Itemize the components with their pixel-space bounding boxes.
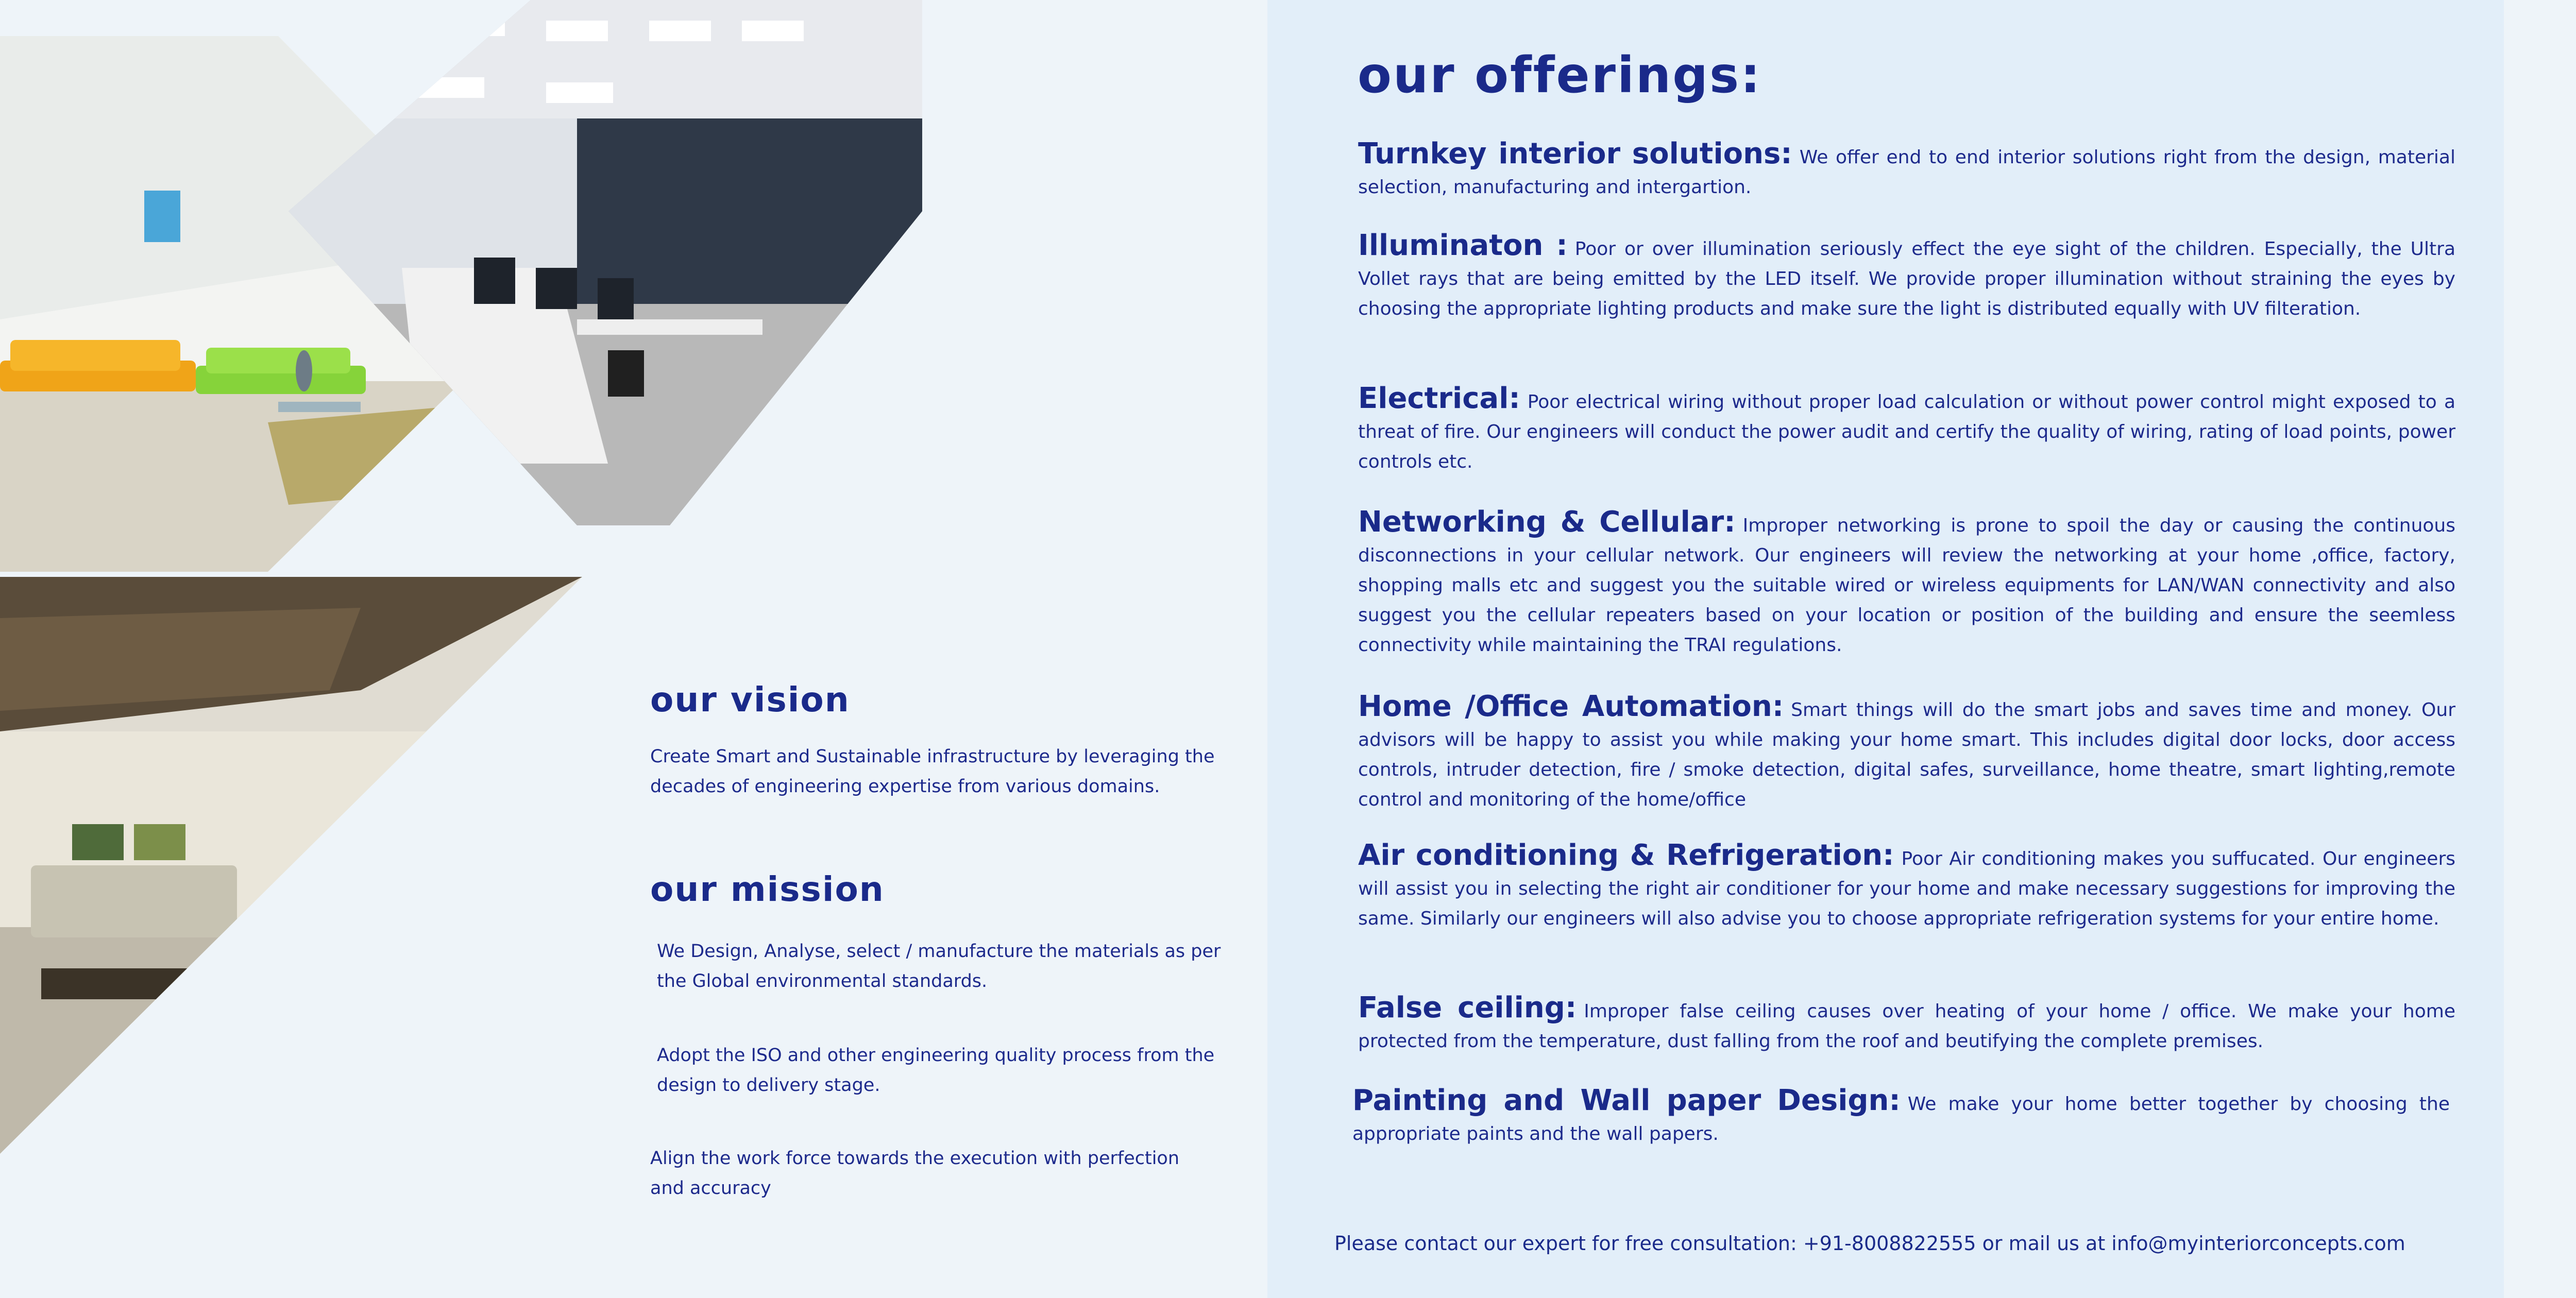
offering-item bbox=[1358, 231, 2455, 324]
offering-item bbox=[1358, 692, 2455, 815]
offering-title: Air conditioning & Refrigeration: bbox=[1358, 839, 1894, 872]
offering-title: Home /Office Automation: bbox=[1358, 690, 1784, 723]
offering-title: Networking & Cellular: bbox=[1358, 505, 1736, 539]
contact-line: Please contact our expert for free consultation: +91-8008822555 or mail us at info@myinteriorconcepts.com bbox=[1334, 1232, 2405, 1255]
mission-paragraph: Adopt the ISO and other engineering quality process from the design to delivery stage. bbox=[657, 1045, 1215, 1096]
offering-item bbox=[1358, 139, 2455, 202]
offering-text: Poor electrical wiring without proper load calculation or without power control might exposed to a threat of fire. Our engineers will conduct the power audit and certify the quality of wiring, rating of load points, power controls etc. bbox=[1358, 391, 2455, 472]
left-panel bbox=[0, 0, 1267, 1298]
offering-item bbox=[1358, 841, 2455, 934]
offerings-title: our offerings: bbox=[1358, 46, 1762, 104]
mission-paragraph: We Design, Analyse, select / manufacture the materials as per the Global environmental standards. bbox=[657, 941, 1221, 992]
offering-text: We offer end to end interior solutions right from the design, material selection, manufacturing and intergartion. bbox=[1358, 147, 2455, 198]
right-panel bbox=[2504, 0, 2576, 1298]
mission-title: our mission bbox=[650, 869, 885, 909]
offering-item bbox=[1358, 507, 2455, 660]
offering-text: Poor or over illumination seriously effect the eye sight of the children. Especially, the Ultra Vollet rays that are being emitted by the LED itself. We provide proper illumination without straining the eyes by choosing the appropriate lighting products and make sure the light is distributed equally with UV filteration. bbox=[1358, 238, 2456, 319]
offering-item bbox=[1358, 993, 2455, 1056]
offering-title: Turnkey interior solutions: bbox=[1358, 137, 1792, 170]
lounge-photo bbox=[0, 577, 587, 1159]
vision-text: Create Smart and Sustainable infrastructure by leveraging the decades of engineering expertise from various domains. bbox=[650, 746, 1215, 797]
offering-item bbox=[1358, 384, 2455, 477]
offering-text: Improper false ceiling causes over heating of your home / office. We make your home protected from the temperature, dust falling from the roof and beutifying the complete premises. bbox=[1358, 1001, 2455, 1052]
offering-title: Illuminaton : bbox=[1358, 229, 1568, 262]
office-photo bbox=[289, 0, 927, 525]
offering-item bbox=[1352, 1086, 2450, 1149]
offering-text: We make your home better together by choosing the appropriate paints and the wall papers. bbox=[1352, 1094, 2450, 1145]
vision-title: our vision bbox=[650, 680, 850, 720]
offering-title: False ceiling: bbox=[1358, 991, 1577, 1024]
offering-text: Improper networking is prone to spoil the day or causing the continuous disconnections in your cellular network. Our engineers will review the networking at your home ,office, factory, shopping malls etc and suggest you the suitable wired or wireless equipments for LAN/WAN connectivity and also suggest you the cellular repeaters based on your location or position of the building and ensure the seemless connectivity while maintaining the TRAI regulations. bbox=[1358, 515, 2455, 656]
offering-title: Electrical: bbox=[1358, 382, 1520, 415]
offering-text: Poor Air conditioning makes you suffucated. Our engineers will assist you in selecting the right air conditioner for your home and make necessary suggestions for improving the same. Similarly our engineers will also advise you to choose appropriate refrigeration systems for your entire home. bbox=[1358, 848, 2456, 929]
offering-title: Painting and Wall paper Design: bbox=[1352, 1084, 1901, 1117]
mission-paragraph: Align the work force towards the execution with perfection and accuracy bbox=[650, 1148, 1180, 1199]
offering-text: Smart things will do the smart jobs and saves time and money. Our advisors will be happy to assist you while making your home smart. This includes digital door locks, door access controls, intruder detection, fire / smoke detection, digital safes, surveillance, home theatre, smart lighting,remote control and monitoring of the home/office bbox=[1358, 699, 2455, 810]
